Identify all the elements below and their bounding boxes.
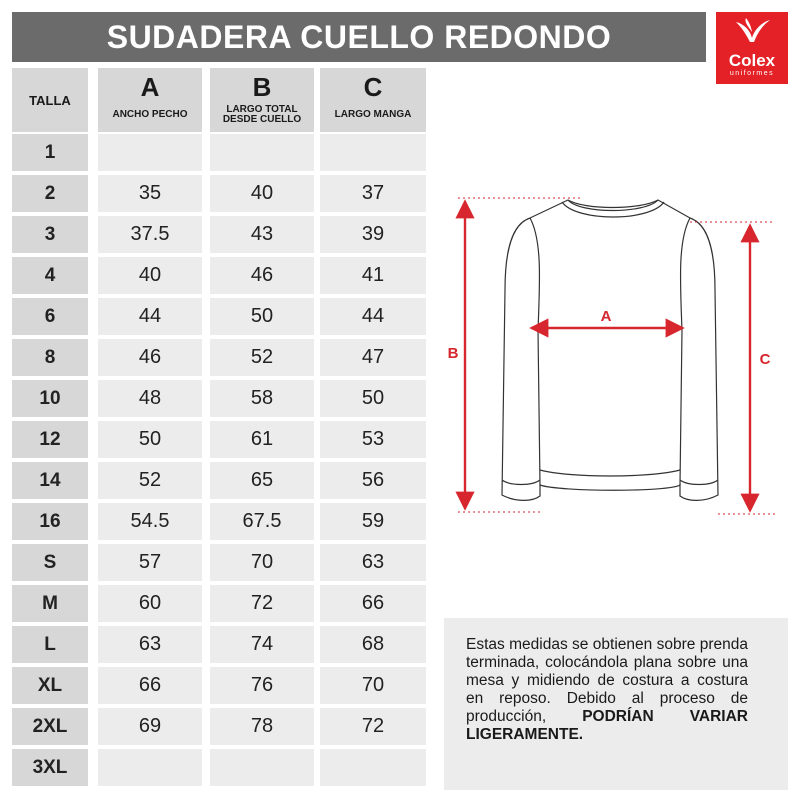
sweatshirt-illustration <box>440 180 790 530</box>
note-text: Estas medidas se obtienen sobre prenda terminada, colocándola plana sobre una mesa y midiendo de costura a costura en reposo. Debido al proceso de producción, <box>466 636 748 725</box>
cell-c: 53 <box>320 421 426 458</box>
cell-a: 69 <box>98 708 202 745</box>
cell-b: 43 <box>210 216 314 253</box>
cell-b: 58 <box>210 380 314 417</box>
header-a <box>98 68 202 132</box>
cell-talla: XL <box>12 667 88 704</box>
cell-b: 70 <box>210 544 314 581</box>
cell-b: 46 <box>210 257 314 294</box>
label-a: A <box>600 308 612 325</box>
brand-logo <box>716 12 788 84</box>
cell-a: 37.5 <box>98 216 202 253</box>
cell-a: 52 <box>98 462 202 499</box>
cell-c: 63 <box>320 544 426 581</box>
header-b-label-line1: LARGO TOTAL <box>226 104 298 115</box>
cell-talla: 6 <box>12 298 88 335</box>
cell-talla: 1 <box>12 134 88 171</box>
cell-b: 72 <box>210 585 314 622</box>
cell-c: 41 <box>320 257 426 294</box>
cell-b: 67.5 <box>210 503 314 540</box>
cell-talla: S <box>12 544 88 581</box>
cell-c: 39 <box>320 216 426 253</box>
cell-b <box>210 749 314 786</box>
cell-talla: 2XL <box>12 708 88 745</box>
header-a-label: ANCHO PECHO <box>112 109 188 120</box>
header-b <box>210 68 314 132</box>
cell-b <box>210 134 314 171</box>
cell-b: 52 <box>210 339 314 376</box>
header-c-label: LARGO MANGA <box>334 109 412 120</box>
garment-diagram <box>440 180 790 530</box>
cell-b: 40 <box>210 175 314 212</box>
cell-talla: M <box>12 585 88 622</box>
header-talla: TALLA <box>12 68 88 132</box>
cell-c: 47 <box>320 339 426 376</box>
bird-icon <box>732 16 772 46</box>
header-c <box>320 68 426 132</box>
cell-b: 78 <box>210 708 314 745</box>
cell-c <box>320 134 426 171</box>
cell-a: 48 <box>98 380 202 417</box>
header-a-letter: A <box>140 72 160 102</box>
header-b-label-line2: DESDE CUELLO <box>222 114 302 125</box>
cell-c: 70 <box>320 667 426 704</box>
cell-c: 68 <box>320 626 426 663</box>
cell-a: 35 <box>98 175 202 212</box>
header-b-letter: B <box>252 72 272 102</box>
cell-talla: 8 <box>12 339 88 376</box>
cell-b: 65 <box>210 462 314 499</box>
label-b: B <box>447 345 459 362</box>
cell-a <box>98 749 202 786</box>
cell-b: 50 <box>210 298 314 335</box>
cell-a: 54.5 <box>98 503 202 540</box>
cell-b: 76 <box>210 667 314 704</box>
note-emphasis: PODRÍAN VARIAR LIGERAMENTE. <box>466 708 748 743</box>
cell-c: 56 <box>320 462 426 499</box>
cell-a: 63 <box>98 626 202 663</box>
cell-talla: 3 <box>12 216 88 253</box>
cell-c: 59 <box>320 503 426 540</box>
cell-c: 66 <box>320 585 426 622</box>
title-bar <box>12 12 706 62</box>
cell-a: 60 <box>98 585 202 622</box>
cell-talla: 3XL <box>12 749 88 786</box>
cell-talla: 4 <box>12 257 88 294</box>
measurement-note <box>444 618 788 790</box>
cell-c: 37 <box>320 175 426 212</box>
cell-talla: 16 <box>12 503 88 540</box>
cell-c: 44 <box>320 298 426 335</box>
cell-c: 72 <box>320 708 426 745</box>
cell-talla: 2 <box>12 175 88 212</box>
cell-a: 66 <box>98 667 202 704</box>
cell-a: 57 <box>98 544 202 581</box>
label-c: C <box>759 351 771 368</box>
brand-tagline: uniformes <box>729 70 775 77</box>
cell-talla: 14 <box>12 462 88 499</box>
brand-name: Colex <box>728 51 776 70</box>
cell-a: 50 <box>98 421 202 458</box>
cell-talla: 10 <box>12 380 88 417</box>
cell-a: 46 <box>98 339 202 376</box>
cell-a: 40 <box>98 257 202 294</box>
cell-b: 61 <box>210 421 314 458</box>
cell-b: 74 <box>210 626 314 663</box>
cell-talla: 12 <box>12 421 88 458</box>
cell-talla: L <box>12 626 88 663</box>
cell-a <box>98 134 202 171</box>
page-title: SUDADERA CUELLO REDONDO <box>106 18 612 55</box>
cell-a: 44 <box>98 298 202 335</box>
cell-c <box>320 749 426 786</box>
header-c-letter: C <box>363 72 383 102</box>
cell-c: 50 <box>320 380 426 417</box>
